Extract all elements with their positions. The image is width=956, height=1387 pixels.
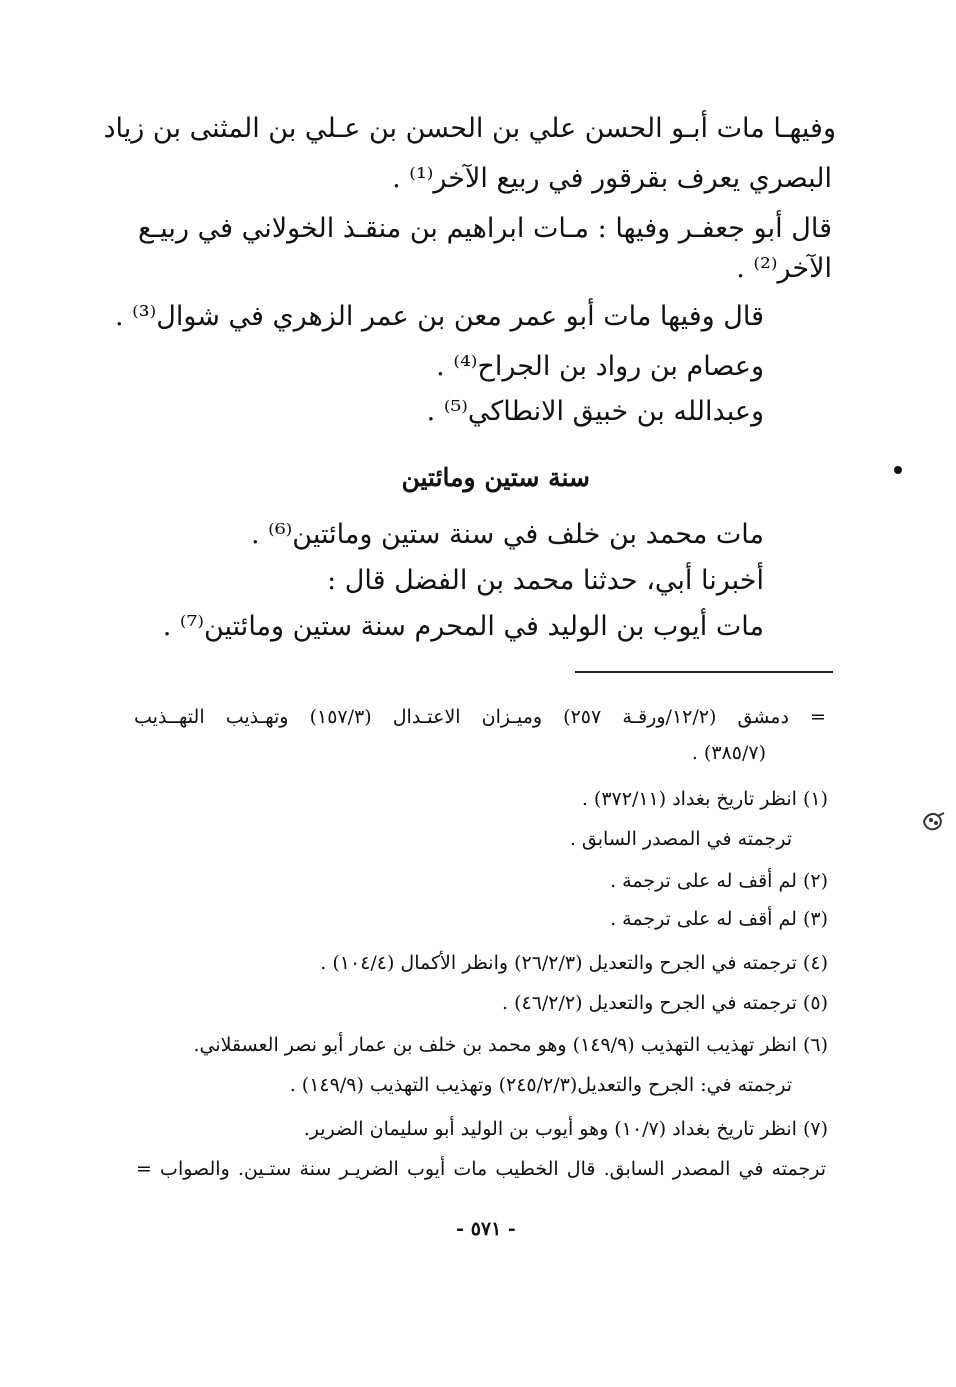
footnote-continuation-1: = دمشق (١٢/٢/ورقـة ٢٥٧) وميـزان الاعتـدال (١٥٧/٣) وتهـذيب التهــذيب — [134, 706, 826, 728]
footnote-7-extra: ترجمته في المصدر السابق. قال الخطيب مات أيوب الضريـر سنة ستـين. والصواب = — [136, 1158, 826, 1180]
main-text-line-7: وعبدالله بن خبيق الانطاكي⁽⁵⁾ . — [426, 396, 764, 427]
main-text-line-5: قال وفيها مات أبو عمر معن بن عمر الزهري في شوال⁽³⁾ . — [114, 301, 764, 332]
margin-dot-mark — [894, 466, 902, 474]
margin-ornament-icon — [920, 810, 946, 832]
footnote-5: (٥) ترجمته في الجرح والتعديل (٤٦/٢/٢) . — [501, 992, 828, 1014]
footnote-1-extra: ترجمته في المصدر السابق . — [569, 828, 792, 850]
page-number: - ٥٧١ - — [456, 1218, 516, 1240]
section-text-line-3: مات أيوب بن الوليد في المحرم سنة ستين ومائتين⁽⁷⁾ . — [162, 611, 764, 642]
footnote-7: (٧) انظر تاريخ بغداد (١٠/٧) وهو أيوب بن الوليد أبو سليمان الضرير. — [303, 1118, 828, 1140]
section-heading: سنة ستين ومائتين — [401, 463, 590, 492]
main-text-line-2: البصري يعرف بقرقور في ربيع الآخر⁽¹⁾ . — [392, 163, 832, 194]
main-text-line-4: الآخر⁽²⁾ . — [736, 253, 832, 284]
main-text-line-1: وفيهـا مات أبـو الحسن علي بن الحسن بن عـلي بن المثنى بن زياد — [103, 113, 836, 144]
main-text-line-6: وعصام بن رواد بن الجراح⁽⁴⁾ . — [436, 351, 764, 382]
section-text-line-1: مات محمد بن خلف في سنة ستين ومائتين⁽⁶⁾ . — [251, 519, 764, 550]
footnote-1: (١) انظر تاريخ بغداد (٣٧٢/١١) . — [581, 788, 828, 810]
footnote-6-extra: ترجمته في: الجرح والتعديل(٢٤٥/٢/٣) وتهذيب التهذيب (١٤٩/٩) . — [289, 1074, 792, 1096]
footnote-3: (٣) لم أقف له على ترجمة . — [610, 908, 828, 930]
footnote-separator — [575, 671, 833, 673]
footnote-6: (٦) انظر تهذيب التهذيب (١٤٩/٩) وهو محمد بن خلف بن عمار أبو نصر العسقلاني. — [193, 1034, 828, 1056]
footnote-2: (٢) لم أقف له على ترجمة . — [610, 870, 828, 892]
main-text-line-3: قال أبو جعفـر وفيها : مـات ابراهيم بن منقـذ الخولاني في ربيـع — [138, 213, 832, 244]
footnote-4: (٤) ترجمته في الجرح والتعديل (٢٦/٢/٣) وانظر الأكمال (١٠٤/٤) . — [320, 952, 828, 974]
section-text-line-2: أخبرنا أبي، حدثنا محمد بن الفضل قال : — [327, 565, 764, 596]
footnote-continuation-2: (٣٨٥/٧) . — [691, 742, 766, 764]
